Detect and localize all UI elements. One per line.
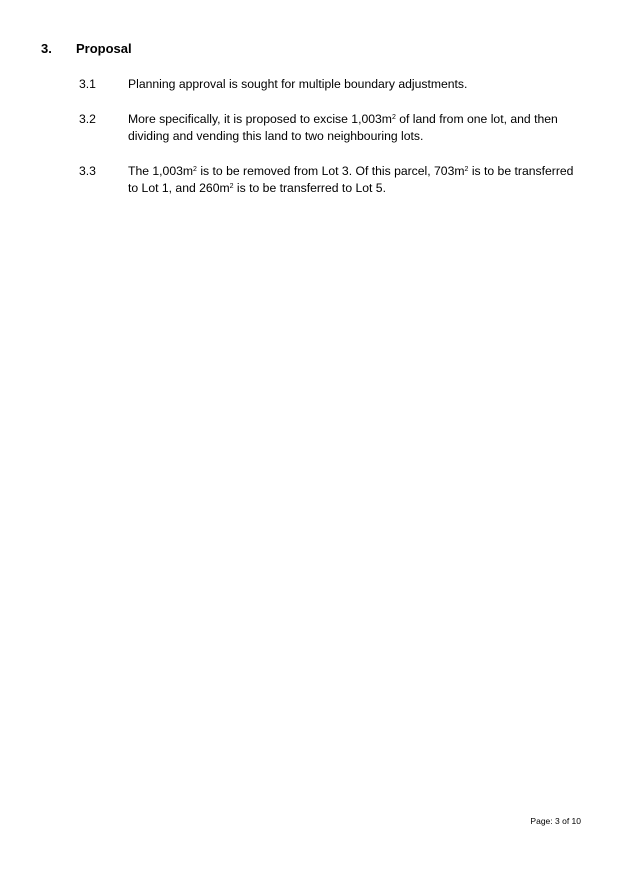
paragraph-text: [128, 76, 584, 93]
paragraph-number: 3.2: [79, 112, 96, 126]
section-heading: [41, 41, 132, 57]
paragraph-text: [128, 163, 584, 197]
paragraph-text: [128, 111, 584, 145]
superscript-unit: 2: [229, 183, 234, 190]
numbered-paragraph: [79, 111, 584, 145]
numbered-paragraph: [79, 163, 584, 197]
section-number: 3.: [41, 41, 52, 56]
superscript-unit: 2: [193, 166, 197, 173]
paragraph-text-segment: of land from one lot, and then dividing and vending this land to two neighbouring lots.: [128, 112, 558, 143]
paragraph-text-segment: Planning approval is sought for multiple boundary adjustments.: [128, 77, 468, 91]
paragraph-text-segment: is to be removed from Lot 3. Of this parcel, 703m: [196, 164, 465, 178]
numbered-paragraph: [79, 76, 584, 93]
paragraph-number: 3.1: [79, 77, 96, 91]
paragraph-text-segment: is to be transferred to Lot 1, and 260m: [128, 164, 574, 195]
paragraph-text-segment: More specifically, it is proposed to excise 1,003m: [128, 112, 392, 126]
superscript-unit: 2: [391, 114, 396, 121]
superscript-unit: 2: [464, 166, 469, 173]
paragraph-text-segment: is to be transferred to Lot 5.: [233, 181, 386, 195]
section-title: Proposal: [76, 41, 132, 56]
paragraph-text-segment: The 1,003m: [128, 164, 194, 178]
paragraph-number: 3.3: [79, 164, 96, 178]
page-number-footer: Page: 3 of 10: [530, 816, 581, 826]
